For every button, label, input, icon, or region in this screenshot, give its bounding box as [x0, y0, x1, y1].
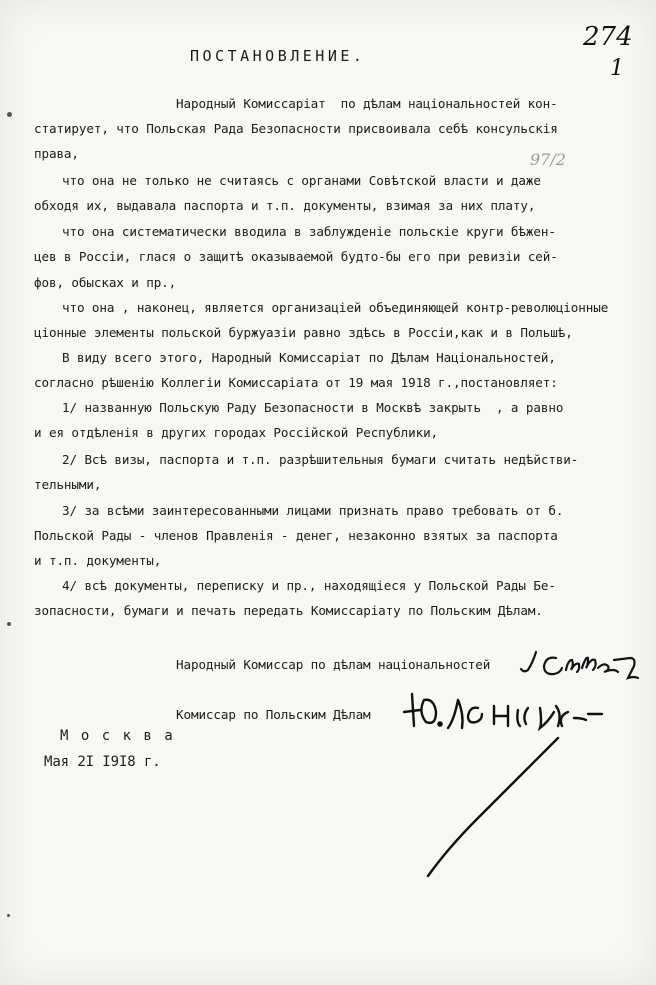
commissar-title: Народный Комиссар по дѣлам національностей [176, 657, 491, 672]
body-line: тельными, [34, 477, 102, 492]
leshchinsky-signature [404, 694, 602, 876]
body-line: обходя их, выдавала паспорта и т.п. документы, взимая за них плату, [34, 198, 536, 213]
polish-commissar-title: Комиссар по Польским Дѣлам [176, 707, 371, 722]
body-line: и т.п. документы, [34, 553, 162, 568]
body-line: зопасности, бумаги и печать передать Комиссаріату по Польским Дѣлам. [34, 603, 543, 618]
document-date: Мая 2I I9I8 г. [44, 754, 161, 770]
body-line: 2/ Всѣ визы, паспорта и т.п. разрѣшительныя бумаги считать недѣйстви- [62, 452, 579, 467]
stalin-signature [521, 652, 638, 678]
body-line: 1/ названную Польскую Раду Безопасности в Москвѣ закрыть , а равно [62, 400, 564, 415]
place-name: М о с к в а [60, 728, 175, 744]
body-line: что она не только не считаясь с органами Совѣтской власти и даже [62, 173, 541, 188]
archive-number: 274 [583, 22, 633, 52]
body-line: статирует, что Польская Рада Безопасности присвоивала себѣ консульскія [34, 121, 558, 136]
body-line: и ея отдѣленія в других городах Россійской Республики, [34, 425, 439, 440]
body-line: ціонные элементы польской буржуазіи равно здѣсь в Россіи,как и в Польшѣ, [34, 325, 573, 340]
body-line: В виду всего этого, Народный Комиссаріат по Дѣлам Національностей, [62, 350, 556, 365]
body-line: Народный Комиссаріат по дѣлам національностей кон- [176, 96, 558, 111]
punch-hole-mark [7, 622, 11, 626]
body-line: фов, обысках и пр., [34, 275, 177, 290]
document-title: ПОСТАНОВЛЕНИЕ. [190, 47, 366, 65]
body-line: согласно рѣшенію Коллегіи Комиссаріата от 19 мая 1918 г.,постановляет: [34, 375, 558, 390]
body-line: Польской Рады - членов Правленія - денег, незаконно взятых за паспорта [34, 528, 558, 543]
body-line: что она , наконец, является организаціей объединяющей контр-революціонные [62, 300, 609, 315]
pencil-note: 97/2 [530, 150, 566, 169]
body-line: 4/ всѣ документы, переписку и пр., находящіеся у Польской Рады Бе- [62, 578, 556, 593]
body-line: цев в Россіи, глася о защитѣ оказываемой будто-бы его при ревизіи сей- [34, 249, 558, 264]
body-line: 3/ за всѣми заинтересованными лицами признать право требовать от б. [62, 503, 564, 518]
body-line: права, [34, 146, 79, 161]
punch-hole-mark [7, 112, 12, 117]
sheet-number: 1 [610, 56, 624, 81]
punch-hole-mark [7, 914, 10, 917]
body-line: что она систематически вводила в заблужденіе польскіе круги бѣжен- [62, 224, 556, 239]
